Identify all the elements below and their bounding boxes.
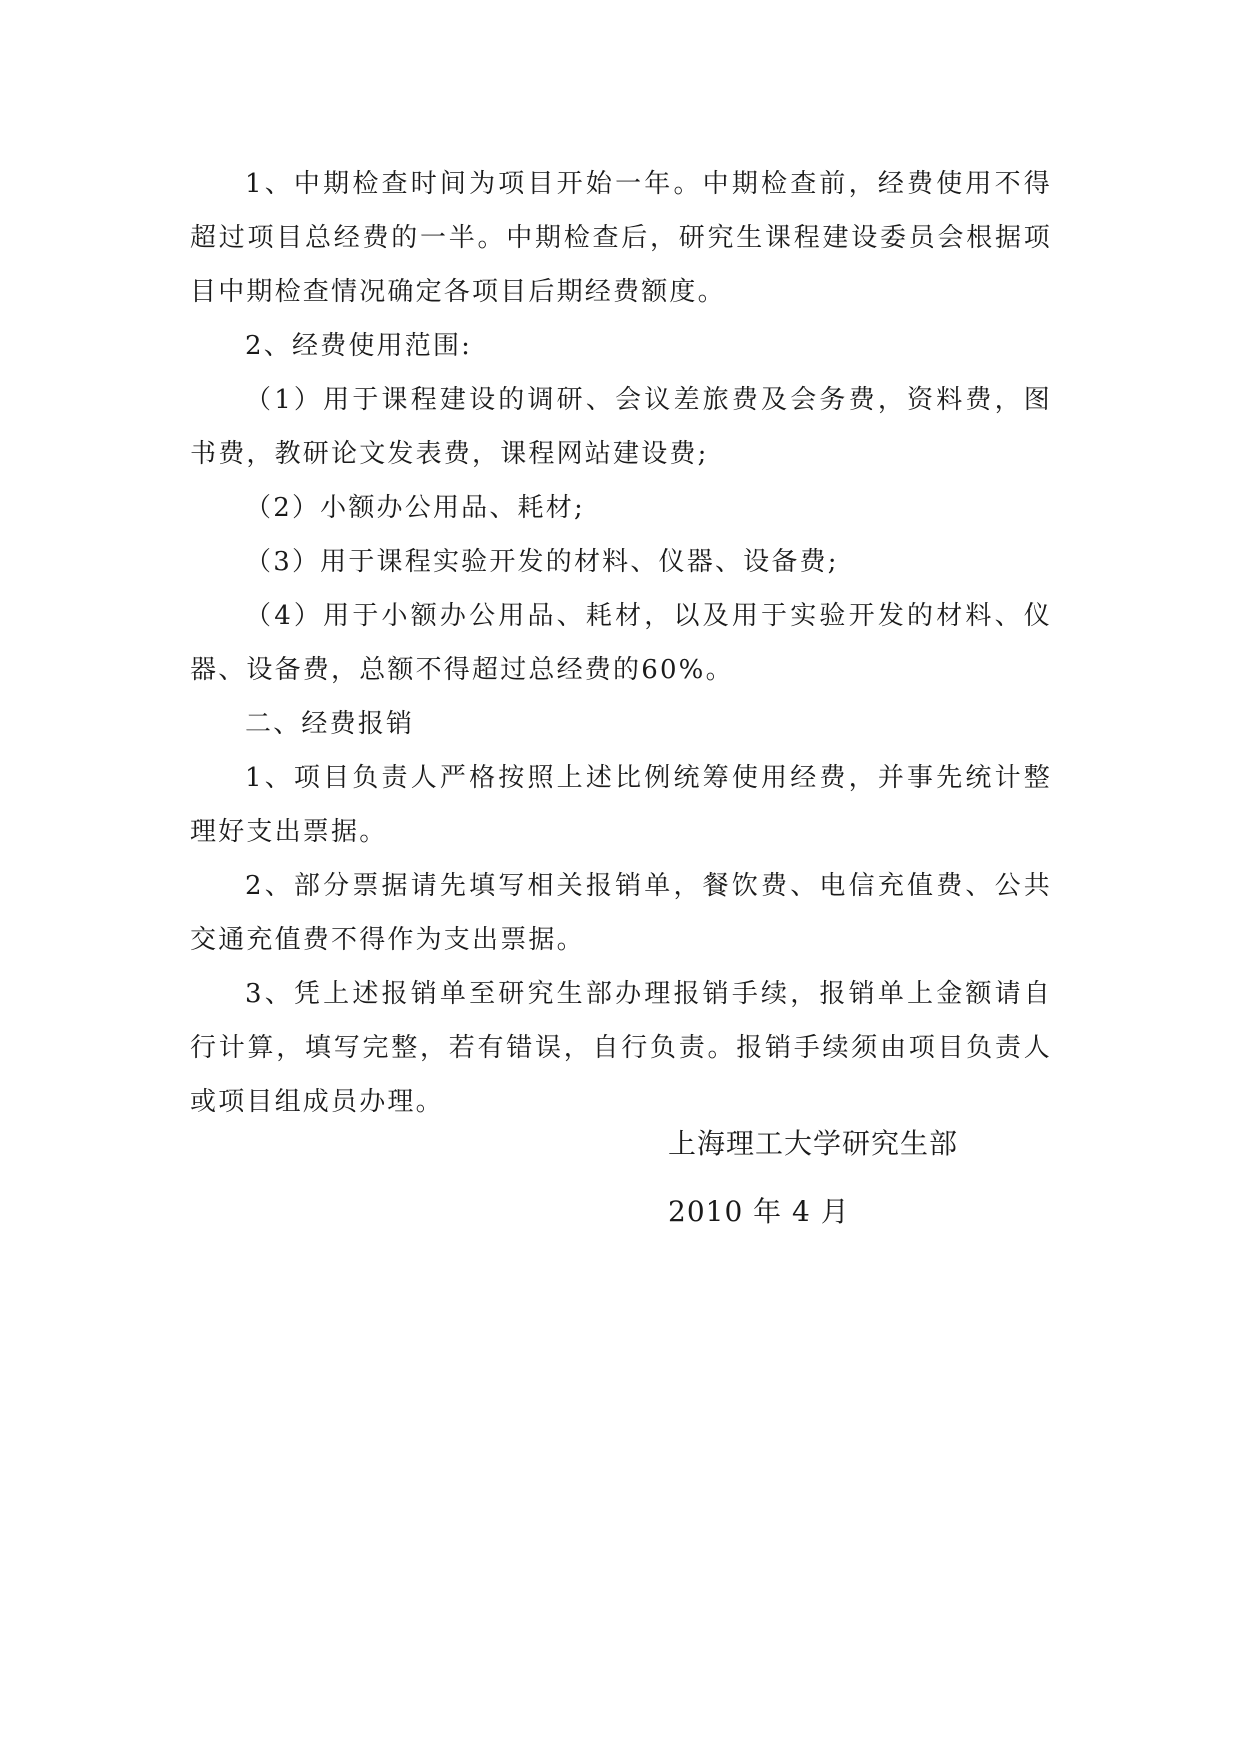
paragraph-fund-scope-heading: 2、经费使用范围: <box>245 331 473 361</box>
paragraph-reimbursement-3: 3、凭上述报销单至研究生部办理报销手续，报销单上金额请自行计算，填写完整，若有错误，自行负责。报销手续须由项目负责人或项目组成员办理。 <box>190 979 1052 1117</box>
paragraph-scope-item-4: （4）用于小额办公用品、耗材，以及用于实验开发的材料、仪器、设备费，总额不得超过总经费的60%。 <box>190 601 1052 685</box>
paragraph-midterm-check: 1、中期检查时间为项目开始一年。中期检查前，经费使用不得超过项目总经费的一半。中期检查后，研究生课程建设委员会根据项目中期检查情况确定各项目后期经费额度。 <box>190 169 1052 307</box>
paragraph-reimbursement-1: 1、项目负责人严格按照上述比例统筹使用经费，并事先统计整理好支出票据。 <box>190 763 1052 847</box>
paragraph-reimbursement-2: 2、部分票据请先填写相关报销单，餐饮费、电信充值费、公共交通充值费不得作为支出票据。 <box>190 871 1052 955</box>
paragraph-scope-item-1: （1）用于课程建设的调研、会议差旅费及会务费，资料费，图书费，教研论文发表费，课程网站建设费; <box>190 385 1052 469</box>
signature-organization: 上海理工大学研究生部 <box>668 1127 959 1160</box>
paragraph-scope-item-2: （2）小额办公用品、耗材; <box>245 493 585 523</box>
paragraph-scope-item-3: （3）用于课程实验开发的材料、仪器、设备费; <box>245 547 839 577</box>
section-heading-reimbursement: 二、经费报销 <box>245 709 415 739</box>
signature-date: 2010 年 4 月 <box>668 1195 850 1228</box>
document-body <box>190 157 1052 1129</box>
